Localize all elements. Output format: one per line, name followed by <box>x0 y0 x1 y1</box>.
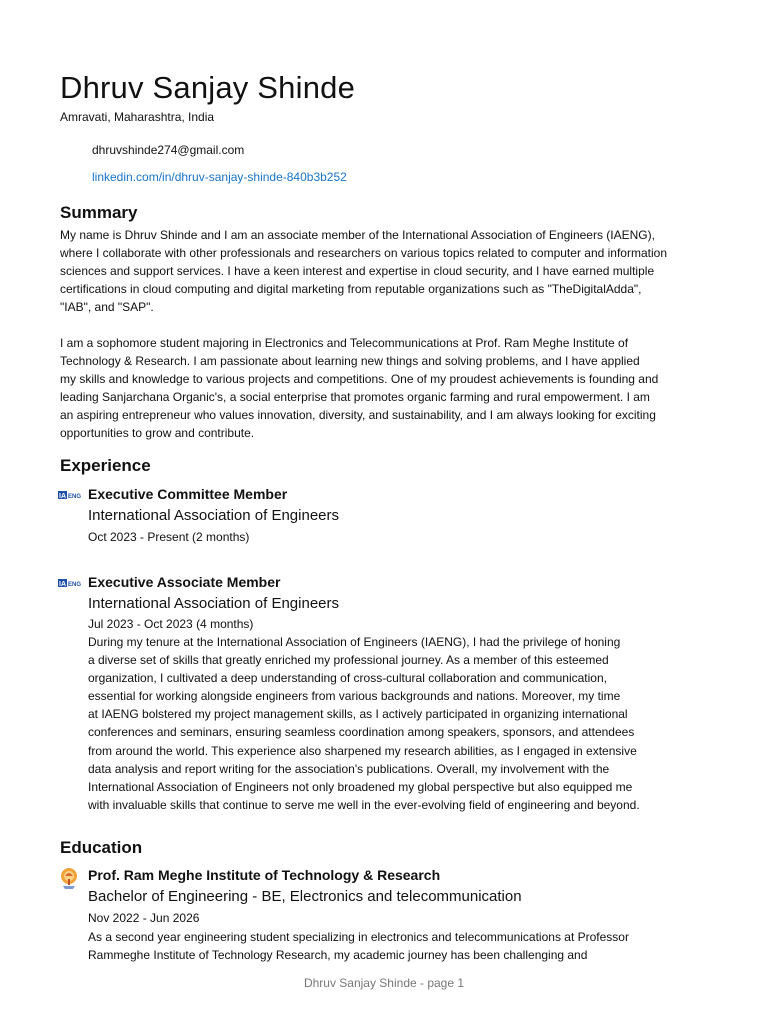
description-line: conferences and seminars, ensuring seamless coordination among speakers, sponsors, and attendees <box>88 725 635 740</box>
description-line: organization, I cultivated a deep understanding of cross-cultural collaboration and communication, <box>88 671 607 686</box>
svg-text:IA: IA <box>59 493 66 500</box>
description-line: data analysis and report writing for the association's publications. Overall, my involvement with the <box>88 761 610 776</box>
iaeng-logo-icon <box>58 490 82 500</box>
summary-line: My name is Dhruv Shinde and I am an associate member of the International Association of Engineers (IAENG), <box>60 228 655 242</box>
summary-line: Technology & Research. I am passionate about learning new things and solving problems, and I have applied <box>60 354 640 369</box>
education-heading: Education <box>60 838 143 857</box>
page-footer: Dhruv Sanjay Shinde - page 1 <box>303 976 465 990</box>
college-emblem-icon <box>58 866 80 890</box>
description-line: essential for working alongside engineers from various backgrounds and nations. Moreover, my time <box>88 689 621 704</box>
experience-org: International Association of Engineers <box>88 507 339 524</box>
description-line: During my tenure at the International Association of Engineers (IAENG), I had the privilege of honing <box>88 635 621 649</box>
education-dates: Nov 2022 - Jun 2026 <box>88 911 200 925</box>
description-line: at IAENG bolstered my project management skills, as I actively participated in organizing international <box>88 707 628 722</box>
summary-paragraph-1 <box>60 226 710 316</box>
description-line: As a second year engineering student specializing in electronics and telecommunications at Professor <box>88 930 629 944</box>
description-line: International Association of Engineers not only broadened my global perspective but also equipped me <box>88 779 633 794</box>
summary-line: sciences and support services. I have a keen interest and expertise in cloud security, and I have earned multiple <box>60 264 655 279</box>
description-line: with invaluable skills that continue to serve me well in the ever-evolving field of engineering and beyond. <box>88 797 640 812</box>
summary-paragraph-2 <box>60 334 710 443</box>
description-line: from around the world. This experience also sharpened my research abilities, as I engaged in extensive <box>88 743 637 758</box>
location: Amravati, Maharashtra, India <box>60 110 215 124</box>
experience-dates: Oct 2023 - Present (2 months) <box>88 530 250 544</box>
summary-line: my skills and knowledge to various projects and competitions. One of my proudest achievements is founding and <box>60 372 659 387</box>
linkedin-link[interactable]: linkedin.com/in/dhruv-sanjay-shinde-840b3b252 <box>92 170 347 184</box>
summary-line: an aspiring entrepreneur who values innovation, diversity, and sustainability, and I am always looking for exciting <box>60 408 656 423</box>
description-line: Rammeghe Institute of Technology Research, my academic journey has been challenging and <box>88 948 588 963</box>
education-degree: Bachelor of Engineering - BE, Electronics and telecommunication <box>88 888 522 905</box>
education-school: Prof. Ram Meghe Institute of Technology & Research <box>88 867 441 883</box>
description-line: a diverse set of skills that greatly enriched my professional journey. As a member of this esteemed <box>88 653 609 668</box>
email: dhruvshinde274@gmail.com <box>92 143 245 157</box>
iaeng-logo-icon <box>58 578 82 588</box>
experience-role: Executive Associate Member <box>88 574 281 590</box>
summary-line: "IAB", and "SAP". <box>60 300 154 315</box>
summary-line: I am a sophomore student majoring in Electronics and Telecommunications at Prof. Ram Meghe Institute of <box>60 336 629 350</box>
summary-line: certifications in cloud computing and digital marketing from reputable organizations such as "TheDigitalAdda", <box>60 282 642 297</box>
experience-role: Executive Committee Member <box>88 486 288 502</box>
summary-heading: Summary <box>60 203 138 222</box>
summary-line: where I collaborate with other professionals and researchers on various topics related to computer and information <box>60 246 667 261</box>
summary-line: leading Sanjarchana Organic's, a social enterprise that promotes organic farming and rural empowerment. I am <box>60 390 650 405</box>
svg-text:ENG: ENG <box>68 494 82 500</box>
experience-description <box>88 633 708 814</box>
summary-line: opportunities to grow and contribute. <box>60 426 255 441</box>
svg-text:IA: IA <box>59 581 66 588</box>
svg-text:ENG: ENG <box>68 582 82 588</box>
education-description <box>88 928 708 964</box>
experience-dates: Jul 2023 - Oct 2023 (4 months) <box>88 617 254 631</box>
experience-org: International Association of Engineers <box>88 595 339 612</box>
experience-heading: Experience <box>60 456 151 475</box>
candidate-name: Dhruv Sanjay Shinde <box>60 70 356 105</box>
